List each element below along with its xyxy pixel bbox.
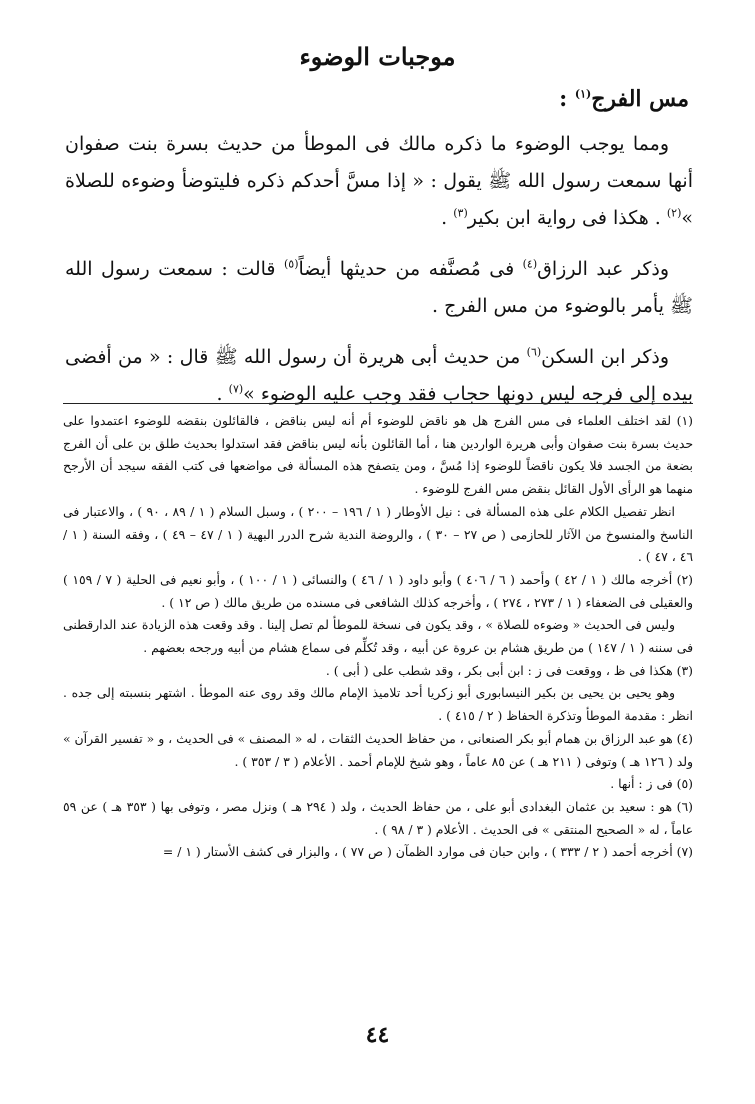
paragraph-1-line-2: سمعت رسول الله ﷺ يقول : « إذا مسَّ أحدكم ذكره فليتوضأ وضوءه للصلاة » (65, 170, 693, 229)
footnote-2-continuation: وليس فى الحديث « وضوءه للصلاة » ، وقد يكون فى نسخة للموطأ لم تصل إلينا . وقد وقعت هذه الزيادة عند الدارقطنى فى سننه ( ١ / ١٤٧ ) من طريق هشام بن عروة عن أبيه ، وقد تُكلِّم فى سماع هشام من أبيه ورجحه بعضهم . (63, 617, 693, 656)
footnote-5: (٥) فى ز : أنها . (610, 776, 693, 792)
footnotes (63, 410, 693, 864)
footnote-ref-6: (٦) (526, 345, 542, 359)
section-title-text: مس الفرج (591, 86, 689, 112)
footnote-6: (٦) هو : سعيد بن عثمان البغدادى أبو على ، من حفاظ الحديث ، ولد ( ٢٩٤ هـ ) ونزل مصر ، وتوفى بها ( ٣٥٣ هـ ) عن ٥٩ عاماً ، له « الصحيح المنتقى » فى الحديث . الأعلام ( ٣ / ٩٨ ) . (63, 798, 694, 837)
paragraph-2 (65, 251, 693, 325)
paragraph-3-part-c: إلى فرجه ليس دونها حجاب فقد وجب عليه الوضوء » (243, 383, 656, 405)
page-number: ٤٤ (365, 1022, 390, 1048)
main-text (65, 126, 693, 427)
paragraph-1 (65, 126, 693, 237)
footnote-7: (٧) أخرجه أحمد ( ٢ / ٣٣٣ ) ، وابن حبان فى موارد الظمآن ( ص ٧٧ ) ، والبزار فى كشف الأستار ( ١ / = (162, 844, 693, 860)
footnote-ref-3: (٣) (453, 206, 468, 220)
paragraph-2-part-d: يأمر بالوضوء من مس الفرج . (431, 295, 664, 317)
paragraph-1-line-2-end: . (654, 207, 667, 229)
running-header: موجبات الوضوء (299, 42, 456, 71)
paragraph-1-line-3-end: . (441, 207, 454, 229)
paragraph-2-part-a: وذكر عبد الرزاق (537, 258, 670, 280)
paragraph-3-part-d: . (216, 383, 229, 405)
footnote-ref-1: (١) (574, 87, 592, 101)
section-title-colon: : (559, 86, 575, 112)
paragraph-2-part-c: قالت : سمعت رسول الله ﷺ (65, 258, 693, 317)
paragraph-3-part-b: من حديث أبى هريرة أن رسول الله ﷺ قال : « من أفضى بيده (65, 346, 693, 405)
footnote-ref-5: (٥) (283, 257, 299, 271)
paragraph-3-part-a: وذكر ابن السكن (541, 346, 669, 368)
footnote-3-continuation: وهو يحيى بن يحيى بن بكير النيسابورى أبو زكريا أحد تلاميذ الإمام مالك وقد روى عنه الموطأ . اشتهر بنسبته إلى جده . انظر : مقدمة الموطأ وتذكرة الحفاظ ( ٢ / ٤١٥ ) . (63, 685, 693, 724)
footnote-4: (٤) هو عبد الرزاق بن همام أبو بكر الصنعانى ، من حفاظ الحديث الثقات ، له « المصنف » فى الحديث ، و « تفسير القرآن » ولد ( ١٢٦ هـ ) وتوفى ( ٢١١ هـ ) عن ٨٥ عاماً ، وهو شيخ للإمام أحمد . الأعلام ( ٣ / ٣٥٣ ) . (63, 730, 693, 769)
footnote-divider (63, 403, 693, 404)
footnote-ref-4: (٤) (522, 257, 538, 271)
footnote-ref-7: (٧) (228, 382, 244, 396)
footnote-1-continuation: انظر تفصيل الكلام على هذه المسألة فى : نيل الأوطار ( ١ / ١٩٦ – ٢٠٠ ) ، وسبل السلام ( ١ / ٨٩ ، ٩٠ ) ، والاعتبار فى الناسخ والمنسوخ من الآثار للحازمى ( ص ٢٧ – ٣٠ ) ، والروضة الندية شرح الدرر البهية ( ١ / ٤٧ – ٤٩ ) ، وفقه السنة ( ١ / ٤٦ ، ٤٧ ) . (63, 503, 693, 565)
footnote-2: (٢) أخرجه مالك ( ١ / ٤٢ ) وأحمد ( ٦ / ٤٠٦ ) وأبو داود ( ١ / ٤٦ ) والنسائى ( ١ / ١٠٠ ) ، وأبو نعيم فى الحلية ( ٧ / ١٥٩ ) والعقيلى فى الضعفاء ( ١ / ٢٧٣ ، ٢٧٤ ) ، وأخرجه كذلك الشافعى فى مسنده من طريق مالك ( ص ١٢ ) . (63, 571, 693, 610)
footnote-1: (١) لقد اختلف العلماء فى مس الفرج هل هو ناقض للوضوء أم أنه ليس بناقض ، فالقائلون بنقضه للوضوء اعتمدوا على حديث بسرة بنت صفوان وأبى هريرة الواردين هنا ، أما القائلون بأنه ليس بناقض فقد استدلوا بحديث طلق بن على أن الفرج بضعة من الجسد فلا يكون ناقضاً للوضوء إذا مُسَّ ، ومن يتصفح هذه المسألة فى مواضعها فى كتب الفقه سيجد أن الأرجح منهما هو الرأى الأول القائل بنقض مس الفرج للوضوء . (63, 413, 693, 497)
section-title (559, 86, 689, 112)
footnote-ref-2: (٢) (666, 206, 682, 220)
footnote-3: (٣) هكذا فى ظ ، ووقعت فى ز : ابن أبى بكر ، وقد شطب على ( أبى ) . (325, 662, 693, 678)
paragraph-3 (65, 339, 693, 413)
paragraph-2-part-b: فى مُصنَّفه من حديثها أيضاً (298, 258, 523, 280)
paragraph-1-line-3: هكذا فى رواية ابن بكير (467, 207, 649, 229)
paragraph-1-line-1: ومما يوجب الوضوء ما ذكره مالك فى الموطأ من حديث بسرة بنت صفوان أنها (65, 133, 693, 192)
